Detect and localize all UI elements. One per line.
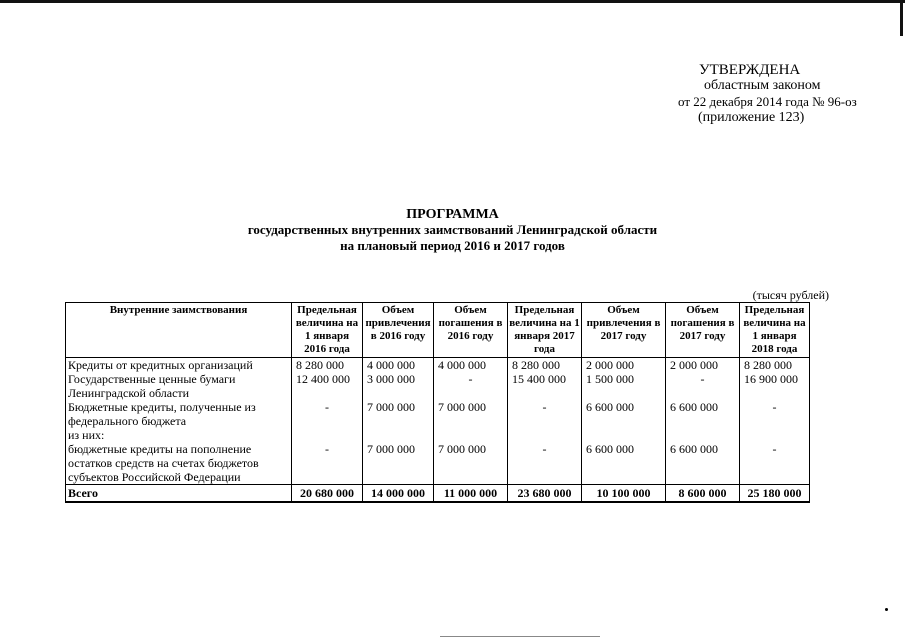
header-cell: Предельная величина на 1 января 2018 года — [740, 303, 810, 358]
scan-speck — [885, 608, 888, 611]
header-cell: Объем привлечения в 2017 году — [582, 303, 666, 358]
document-period: на плановый период 2016 и 2017 годов — [340, 238, 565, 253]
total-label: Всего — [66, 485, 292, 503]
table-cell: 2 000 000 — [666, 358, 740, 373]
table-cell: - — [434, 372, 508, 400]
table-cell: 8 280 000 — [740, 358, 810, 373]
row-label: Государственные ценные бумаги Ленинградской области — [66, 372, 292, 400]
approval-date: от 22 декабря 2014 года № 96-оз — [678, 94, 857, 109]
table-cell: 8 280 000 — [508, 358, 582, 373]
table-cell — [434, 428, 508, 442]
table-row — [66, 400, 810, 428]
units-label: (тысяч рублей) — [752, 288, 829, 302]
table-cell: 15 400 000 — [508, 372, 582, 400]
table-cell: 2 000 000 — [582, 358, 666, 373]
table-cell: 6 600 000 — [582, 400, 666, 428]
table-cell: 7 000 000 — [434, 400, 508, 428]
table-cell: - — [292, 442, 363, 485]
row-label: Кредиты от кредитных организаций — [66, 358, 292, 373]
header-cell: Объем погашения в 2016 году — [434, 303, 508, 358]
approval-law: областным законом — [704, 78, 821, 93]
row-label: Бюджетные кредиты, полученные из федерального бюджета — [66, 400, 292, 428]
table-cell: 6 600 000 — [666, 442, 740, 485]
document-subtitle: государственных внутренних заимствований Ленинградской области — [247, 222, 658, 237]
table-cell — [363, 428, 434, 442]
table-row — [66, 372, 810, 400]
total-row — [66, 485, 810, 503]
total-cell: 25 180 000 — [740, 485, 810, 503]
row-label: бюджетные кредиты на пополнение остатков средств на счетах бюджетов субъектов Российской Федерации — [66, 442, 292, 485]
approval-heading: УТВЕРЖДЕНА — [699, 62, 801, 78]
document-title: ПРОГРАММА — [406, 207, 499, 222]
header-cell: Объем погашения в 2017 году — [666, 303, 740, 358]
table-cell: 6 600 000 — [666, 400, 740, 428]
table-cell: 7 000 000 — [434, 442, 508, 485]
total-cell: 14 000 000 — [363, 485, 434, 503]
total-cell: 11 000 000 — [434, 485, 508, 503]
table-cell: 4 000 000 — [363, 358, 434, 373]
table-cell: - — [740, 442, 810, 485]
table-cell: 3 000 000 — [363, 372, 434, 400]
header-cell: Предельная величина на 1 января 2017 года — [508, 303, 582, 358]
page-right-border — [900, 0, 903, 36]
table-cell: 16 900 000 — [740, 372, 810, 400]
table-cell: - — [666, 372, 740, 400]
table-row — [66, 358, 810, 373]
header-cell: Объем привлечения в 2016 году — [363, 303, 434, 358]
row-label: из них: — [66, 428, 292, 442]
table-cell: 8 280 000 — [292, 358, 363, 373]
table-cell: 7 000 000 — [363, 400, 434, 428]
table-cell — [666, 428, 740, 442]
table-cell — [740, 428, 810, 442]
table-cell — [508, 428, 582, 442]
header-cell: Внутренние заимствования — [66, 303, 292, 358]
table-cell — [292, 428, 363, 442]
table-cell: - — [508, 442, 582, 485]
approval-stamp — [680, 62, 857, 126]
page-top-border — [0, 0, 905, 3]
table-cell: 4 000 000 — [434, 358, 508, 373]
table-cell: - — [740, 400, 810, 428]
page-bottom-line — [440, 636, 600, 637]
table-cell: 7 000 000 — [363, 442, 434, 485]
table-cell: 1 500 000 — [582, 372, 666, 400]
borrowing-table — [65, 302, 810, 503]
total-cell: 8 600 000 — [666, 485, 740, 503]
header-cell: Предельная величина на 1 января 2016 года — [292, 303, 363, 358]
approval-appendix: (приложение 123) — [698, 110, 805, 125]
table-cell: 6 600 000 — [582, 442, 666, 485]
table-cell: - — [292, 400, 363, 428]
table-row — [66, 428, 810, 442]
table-cell: - — [508, 400, 582, 428]
total-cell: 10 100 000 — [582, 485, 666, 503]
total-cell: 23 680 000 — [508, 485, 582, 503]
table-row — [66, 442, 810, 485]
table-header-row — [66, 303, 810, 358]
table-cell: 12 400 000 — [292, 372, 363, 400]
total-cell: 20 680 000 — [292, 485, 363, 503]
table-cell — [582, 428, 666, 442]
